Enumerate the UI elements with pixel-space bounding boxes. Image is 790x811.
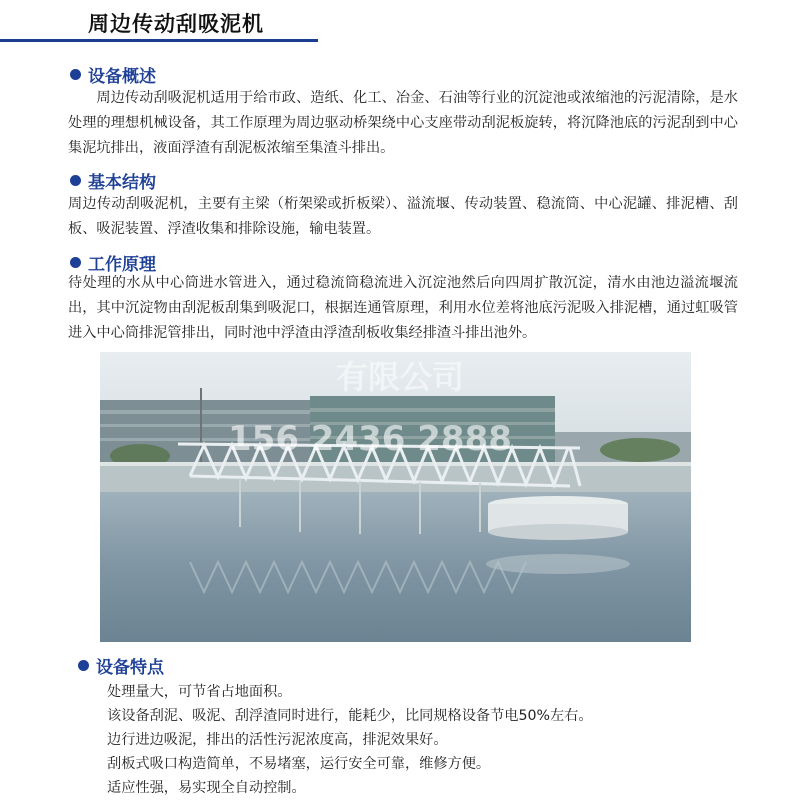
overview-paragraph: 周边传动刮吸泥机适用于给市政、造纸、化工、冶金、石油等行业的沉淀池或浓缩池的污泥清除，是水处理的理想机械设备，其工作原理为周边驱动桥架绕中心支座带动刮泥板旋转，将沉降池底的污泥刮到中心集泥坑排出，液面浮渣有刮泥板浓缩至集渣斗排出。 (68, 90, 738, 156)
bullet-icon (78, 660, 89, 671)
section-heading-label: 设备概述 (88, 67, 156, 87)
watermark-company: 有限公司 (336, 358, 465, 396)
bullet-icon (70, 257, 81, 268)
page-title: 周边传动刮吸泥机 (88, 12, 264, 36)
list-item: 刮板式吸口构造简单，不易堵塞，运行安全可靠，维修方便。 (107, 756, 491, 772)
bullet-icon (70, 175, 81, 186)
section-heading-features (78, 653, 164, 678)
section-heading-label: 基本结构 (88, 173, 156, 193)
feature-list (107, 680, 593, 800)
list-item: 处理量大，可节省占地面积。 (107, 684, 292, 700)
section-heading-label: 工作原理 (88, 255, 156, 275)
title-banner (0, 0, 790, 48)
list-item: 适应性强，易实现全自动控制。 (107, 780, 306, 796)
structure-paragraph: 周边传动刮吸泥机，主要有主梁（桁架梁或折板梁）、溢流堰、传动装置、稳流筒、中心泥罐、排泥槽、刮板、吸泥装置、浮渣收集和排除设施，输电装置。 (68, 196, 738, 237)
equipment-photo (100, 352, 691, 642)
list-item: 该设备刮泥、吸泥、刮浮渣同时进行，能耗少，比同规格设备节电50%左右。 (107, 708, 593, 724)
watermark-phone: 156 2436 2888 (228, 419, 512, 459)
section-heading-overview (70, 62, 156, 87)
list-item: 边行进边吸泥，排出的活性污泥浓度高，排泥效果好。 (107, 732, 448, 748)
section-heading-label: 设备特点 (96, 658, 164, 678)
bullet-icon (70, 69, 81, 80)
section-heading-structure (70, 168, 156, 193)
principle-paragraph: 待处理的水从中心筒进水管进入，通过稳流筒稳流进入沉淀池然后向四周扩散沉淀，清水由池边溢流堰流出，其中沉淀物由刮泥板刮集到吸泥口，根据连通管原理，利用水位差将池底污泥吸入排泥槽，通过虹吸管进入中心筒排泥管排出，同时池中浮渣由浮渣刮板收集经排渣斗排出池外。 (68, 275, 738, 341)
title-underline (0, 39, 318, 42)
